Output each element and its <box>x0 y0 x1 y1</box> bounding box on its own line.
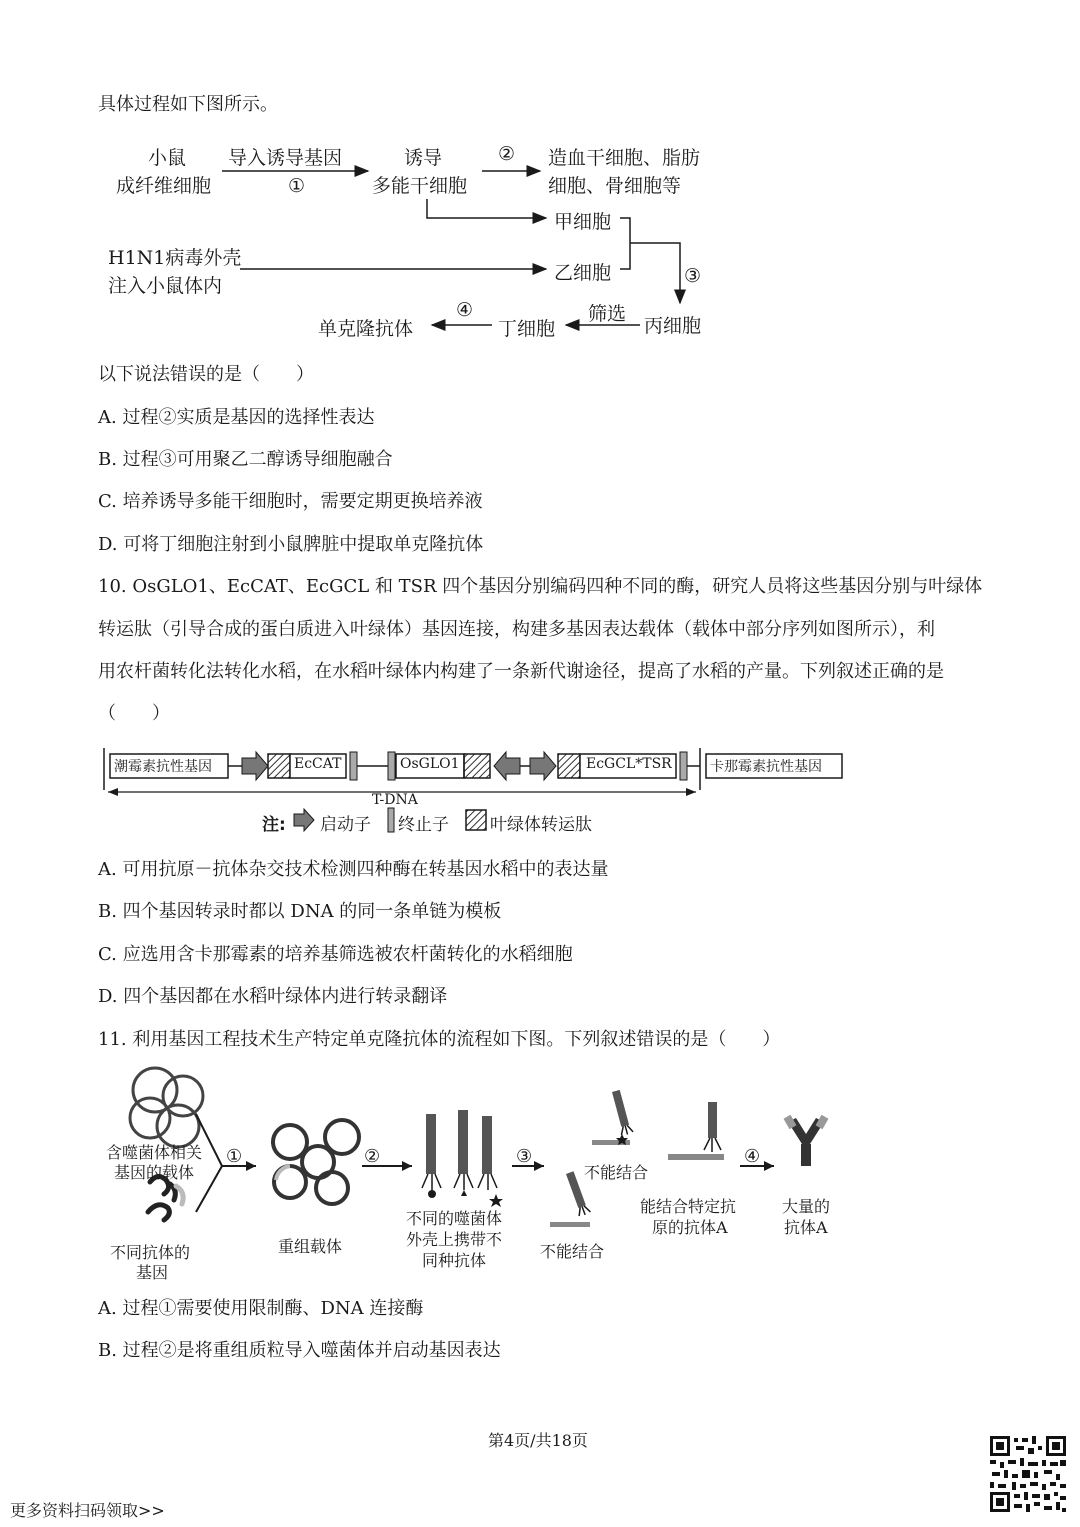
cell-bing: 丙细胞 <box>644 315 702 337</box>
phage-label: 不同的噬菌体 <box>406 1209 503 1228</box>
ecgcl-tsr-label: EcGCL*TSR <box>586 756 672 772</box>
legend-terminator: 终止子 <box>398 815 449 835</box>
q10-option-d: D. 四个基因都在水稻叶绿体内进行转录翻译 <box>98 986 448 1007</box>
cell-yi: 乙细胞 <box>554 262 612 284</box>
phage-label-3: 同种抗体 <box>422 1251 487 1270</box>
virus-label: H1N1病毒外壳 <box>108 247 242 269</box>
genes-label: 不同抗体的 <box>110 1243 191 1262</box>
kanamycin-gene-label: 卡那霉素抗性基因 <box>710 759 822 775</box>
nonbinding-top-label: 不能结合 <box>584 1163 649 1182</box>
q9-option-d: D. 可将丁细胞注射到小鼠脾脏中提取单克隆抗体 <box>98 534 484 555</box>
q10-option-b: B. 四个基因转录时都以 DNA 的同一条单链为模板 <box>98 901 502 922</box>
differentiated-cells-label: 造血干细胞、脂肪 <box>548 147 701 169</box>
q10-stem-line3: 用农杆菌转化法转化水稻，在水稻叶绿体内构建了一条新代谢途径，提高了水稻的产量。下列叙述正确的是 <box>98 661 944 682</box>
hygromycin-gene-label: 潮霉素抗性基因 <box>114 759 212 775</box>
arrow4-number: ④ <box>456 299 474 321</box>
osglo1-label: OsGLO1 <box>400 756 460 772</box>
ips-cell-label: 诱导 <box>404 147 443 169</box>
mouse-cell-label: 小鼠 <box>148 147 187 169</box>
q11-option-a: A. 过程①需要使用限制酶、DNA 连接酶 <box>98 1298 424 1319</box>
qr-code-graphic <box>988 1434 1068 1514</box>
legend-note-prefix: 注: <box>262 815 286 835</box>
ips-cell-label-2: 多能干细胞 <box>372 175 468 197</box>
stem-cell-flowchart <box>0 135 1080 350</box>
q9-option-c: C. 培养诱导多能干细胞时，需要定期更换培养液 <box>98 491 483 512</box>
cell-ding: 丁细胞 <box>498 318 556 340</box>
phage-display-diagram <box>0 1062 1080 1287</box>
mouse-cell-label-2: 成纤维细胞 <box>116 175 212 197</box>
arrow1-label: 导入诱导基因 <box>228 147 343 169</box>
cell-jia: 甲细胞 <box>554 211 612 233</box>
step4-number: ④ <box>744 1146 761 1167</box>
qr-code-icon[interactable] <box>988 1434 1068 1514</box>
q11-option-b: B. 过程②是将重组质粒导入噬菌体并启动基因表达 <box>98 1340 501 1361</box>
more-resources-link[interactable]: 更多资料扫码领取>> <box>10 1501 165 1520</box>
legend-transit-peptide: 叶绿体转运肽 <box>490 815 592 835</box>
result-label-2: 抗体A <box>784 1218 828 1237</box>
genes-label-2: 基因 <box>136 1263 169 1282</box>
vector-diagram <box>0 740 1080 840</box>
screen-label: 筛选 <box>588 303 627 325</box>
arrow3-number: ③ <box>684 265 702 287</box>
q11-stem: 11. 利用基因工程技术生产特定单克隆抗体的流程如下图。下列叙述错误的是（ ） <box>98 1029 781 1050</box>
step2-number: ② <box>364 1146 381 1167</box>
virus-label-2: 注入小鼠体内 <box>108 275 223 297</box>
recombinant-vector-label: 重组载体 <box>278 1237 343 1256</box>
q9-stem: 以下说法错误的是（ ） <box>98 364 314 385</box>
q10-option-a: A. 可用抗原－抗体杂交技术检测四种酶在转基因水稻中的表达量 <box>98 859 609 880</box>
tdna-label: T-DNA <box>372 792 418 808</box>
arrow1-number: ① <box>288 175 306 197</box>
step1-number: ① <box>226 1146 243 1167</box>
q9-option-a: A. 过程②实质是基因的选择性表达 <box>98 407 375 428</box>
nonbinding-bottom-label: 不能结合 <box>540 1242 605 1261</box>
legend-promoter: 启动子 <box>320 815 371 835</box>
q10-option-c: C. 应选用含卡那霉素的培养基筛选被农杆菌转化的水稻细胞 <box>98 944 573 965</box>
q10-stem-line1: 10. OsGLO1、EcCAT、EcGCL 和 TSR 四个基因分别编码四种不同的酶，研究人员将这些基因分别与叶绿体 <box>98 576 983 597</box>
antibody-label: 单克隆抗体 <box>318 318 414 340</box>
binding-antibody-label-2: 原的抗体A <box>652 1218 728 1237</box>
differentiated-cells-label-2: 细胞、骨细胞等 <box>548 175 682 197</box>
binding-antibody-label: 能结合特定抗 <box>640 1197 737 1216</box>
q10-stem-line4: （ ） <box>98 703 170 724</box>
page-number: 第4页/共18页 <box>488 1431 588 1450</box>
step3-number: ③ <box>516 1146 533 1167</box>
eccat-label: EcCAT <box>294 756 342 772</box>
q10-stem-line2: 转运肽（引导合成的蛋白质进入叶绿体）基因连接，构建多基因表达载体（载体中部分序列如图所示），利 <box>98 619 935 640</box>
arrow2-number: ② <box>498 143 516 165</box>
intro-text: 具体过程如下图所示。 <box>98 94 278 115</box>
result-label: 大量的 <box>782 1197 831 1216</box>
phage-label-2: 外壳上携带不 <box>406 1230 503 1249</box>
q9-option-b: B. 过程③可用聚乙二醇诱导细胞融合 <box>98 449 393 470</box>
vector-label: 含噬菌体相关 <box>106 1143 203 1162</box>
vector-label-2: 基因的载体 <box>114 1163 195 1182</box>
